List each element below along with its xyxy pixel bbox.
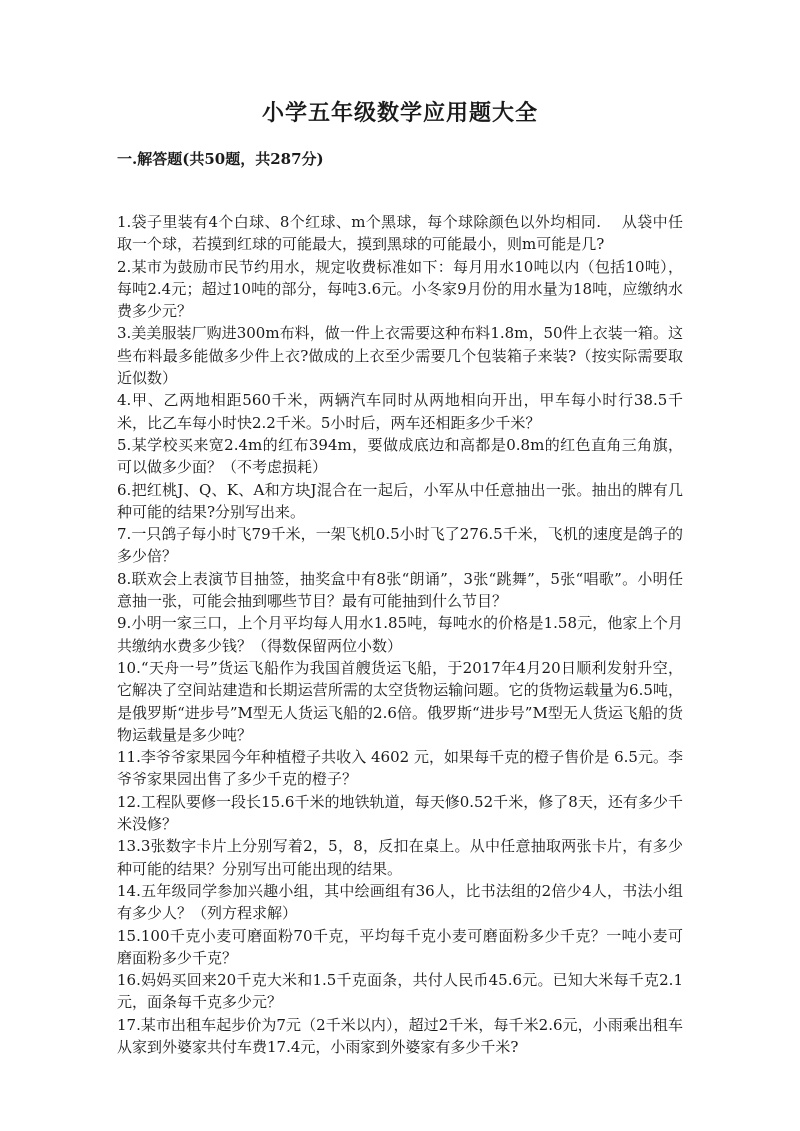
question-17: 17.某市出租车起步价为7元（2千米以内），超过2千米，每千米2.6元，小雨乘出租车从家到外婆家共付车费17.4元，小雨家到外婆家有多少千米? [117, 1015, 683, 1056]
question-14: 14.五年级同学参加兴趣小组，其中绘画组有36人，比书法组的2倍少4人，书法小组有多少人？（列方程求解） [117, 881, 683, 923]
section-heading: 一.解答题(共50题，共287分) [117, 150, 324, 168]
question-13: 13.3张数字卡片上分别写着2，5，8，反扣在桌上。从中任意抽取两张卡片，有多少种可能的结果？分别写出可能出现的结果。 [117, 837, 683, 878]
question-5: 5.某学校买来宽2.4m的红布394m，要做成底边和高都是0.8m的红色直角三角旗，可以做多少面？（不考虑损耗） [117, 435, 683, 477]
question-9: 9.小明一家三口，上个月平均每人用水1.85吨，每吨水的价格是1.58元，他家上个月共缴纳水费多少钱？（得数保留两位小数） [117, 614, 683, 655]
question-1: 1.袋子里装有4个白球、8个红球、m个黑球，每个球除颜色以外均相同. 从袋中任取一个球，若摸到红球的可能最大，摸到黑球的可能最小，则m可能是几? [117, 213, 683, 254]
question-8: 8.联欢会上表演节目抽签，抽奖盒中有8张“朗诵”，3张“跳舞”，5张“唱歌”。小明任意抽一张，可能会抽到哪些节目？最有可能抽到什么节目？ [117, 569, 683, 611]
question-3: 3.美美服装厂购进300m布料，做一件上衣需要这种布料1.8m，50件上衣装一箱。这些布料最多能做多少件上衣?做成的上衣至少需要几个包装箱子来装?（按实际需要取近似数） [117, 324, 683, 388]
question-11: 11.李爷爷家果园今年种植橙子共收入 4602 元，如果每千克的橙子售价是 6.5元。李爷爷家果园出售了多少千克的橙子？ [117, 748, 683, 789]
question-6: 6.把红桃J、Q、K、A和方块J混合在一起后，小军从中任意抽出一张。抽出的牌有几种可能的结果?分别写出来。 [117, 480, 683, 521]
question-10: 10.“天舟一号”货运飞船作为我国首艘货运飞船，于2017年4月20日顺利发射升空，它解决了空间站建造和长期运营所需的太空货物运输问题。它的货物运载量为6.5吨，是俄罗斯“进步号”M型无人货运飞船的2.6倍。俄罗斯“进步号”M型无人货运飞船的货物运载量是多少吨？ [117, 658, 683, 744]
question-12: 12.工程队要修一段长15.6千米的地铁轨道，每天修0.52千米，修了8天，还有多少千米没修？ [117, 792, 683, 834]
question-15: 15.100千克小麦可磨面粉70千克，平均每千克小麦可磨面粉多少千克？一吨小麦可磨面粉多少千克？ [117, 926, 683, 967]
question-list [117, 211, 683, 1058]
document-title: 小学五年级数学应用题大全 [261, 100, 538, 126]
question-4: 4.甲、乙两地相距560千米，两辆汽车同时从两地相向开出，甲车每小时行38.5千米，比乙车每小时快2.2千米。5小时后，两车还相距多少千米？ [117, 391, 683, 432]
question-7: 7.一只鸽子每小时飞79千米，一架飞机0.5小时飞了276.5千米，飞机的速度是鸽子的多少倍？ [117, 525, 683, 566]
question-16: 16.妈妈买回来20千克大米和1.5千克面条，共付人民币45.6元。已知大米每千克2.1元，面条每千克多少元？ [117, 971, 683, 1012]
question-2: 2.某市为鼓励市民节约用水，规定收费标准如下：每月用水10吨以内（包括10吨），每吨2.4元；超过10吨的部分，每吨3.6元。小冬家9月份的用水量为18吨，应缴纳水费多少元？ [117, 257, 683, 321]
